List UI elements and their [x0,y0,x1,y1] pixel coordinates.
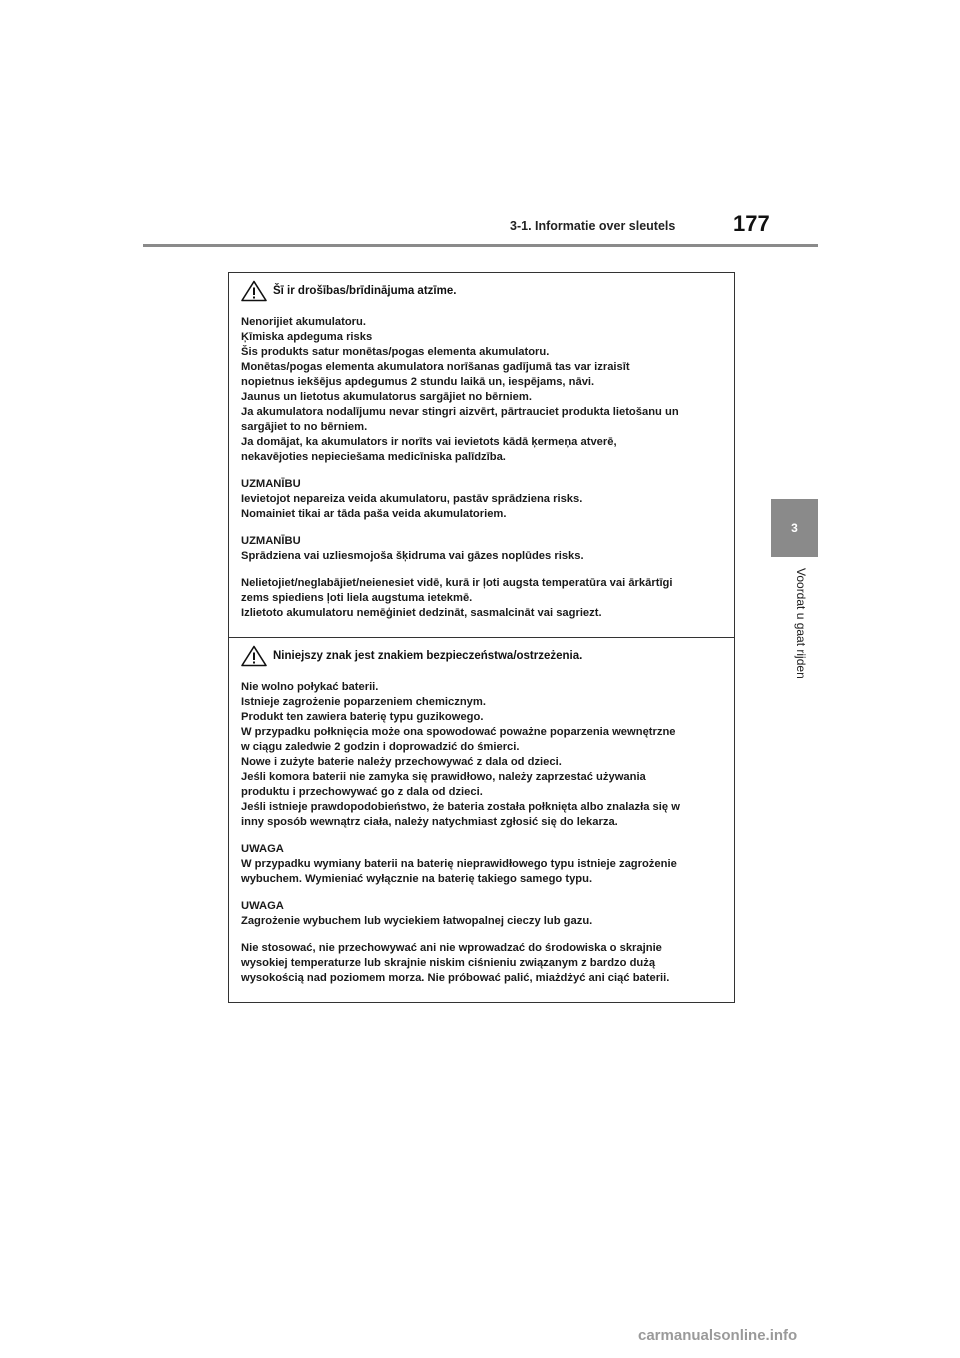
notice-line: Ja akumulatora nodalījumu nevar stingri aizvērt, pārtrauciet produkta lietošanu un [241,406,679,418]
notice-line: wysokiej temperaturze lub skrajnie niskim ciśnieniu związanym z bardzo dużą [241,957,656,969]
notice-line: Nie wolno połykać baterii. [241,681,379,693]
chapter-number: 3 [791,521,798,535]
chapter-label: Voordat u gaat rijden [794,568,808,679]
notice-paragraph [241,576,722,621]
notice-line: Istnieje zagrożenie poparzeniem chemicznym. [241,696,486,708]
notice-paragraph [241,842,722,887]
watermark: carmanualsonline.info [638,1327,798,1344]
notice-line: Ķīmiska apdeguma risks [241,331,373,343]
notice-line: W przypadku wymiany baterii na baterię nieprawidłowego typu istnieje zagrożenie [241,858,677,870]
notice-line: Nowe i zużyte baterie należy przechowywać z dala od dzieci. [241,756,562,768]
notice-line: wysokością nad poziomem morza. Nie próbować palić, miażdżyć ani ciąć baterii. [241,972,670,984]
notice-line: Produkt ten zawiera baterię typu guzikowego. [241,711,484,723]
notice-line: Ja domājat, ka akumulators ir norīts vai ievietots kādā ķermeņa atverē, [241,436,617,448]
notice-heading-text: Šī ir drošības/brīdinājuma atzīme. [273,285,457,297]
notice-paragraph [241,941,722,986]
notice-line: Sprādziena vai uzliesmojoša šķidruma vai gāzes noplūdes risks. [241,550,584,562]
notice-line: Nenorijiet akumulatoru. [241,316,366,328]
notice-heading [241,279,722,303]
notice-line: produktu i przechowywać go z dala od dzieci. [241,786,483,798]
notice-line: Nomainiet tikai ar tāda paša veida akumulatoriem. [241,508,507,520]
notice-line: Zagrożenie wybuchem lub wyciekiem łatwopalnej cieczy lub gazu. [241,915,593,927]
notice-line: Monētas/pogas elementa akumulatora norīšanas gadījumā tas var izraisīt [241,361,630,373]
notice-line: Izlietoto akumulatoru nemēģiniet dedzināt, sasmalcināt vai sagriezt. [241,607,602,619]
chapter-tab [771,499,818,557]
warning-triangle-icon [241,280,267,302]
notice-paragraph [241,680,722,830]
notice-line: nekavējoties nepieciešama medicīniska palīdzība. [241,451,506,463]
notice-line: Jaunus un lietotus akumulatorus sargājiet no bērniem. [241,391,532,403]
notice-line: Šis produkts satur monētas/pogas elementa akumulatoru. [241,346,550,358]
notice-line: W przypadku połknięcia może ona spowodować poważne poparzenia wewnętrzne [241,726,676,738]
header-rule [143,244,818,247]
notice-line: Nelietojiet/neglabājiet/neienesiet vidē, kurā ir ļoti augsta temperatūra vai ārkārtīgi [241,577,673,589]
notice-heading [241,644,722,668]
notice-line: UZMANĪBU [241,535,301,547]
notice-paragraph [241,315,722,465]
notice-line: sargājiet to no bērniem. [241,421,368,433]
notice-paragraph [241,534,722,564]
notice-line: UWAGA [241,900,284,912]
notice-line: nopietnus iekšējus apdegumus 2 stundu laikā un, iespējams, nāvi. [241,376,595,388]
warning-triangle-icon [241,645,267,667]
notice-block [229,273,734,637]
section-title: 3-1. Informatie over sleutels [510,219,676,233]
notice-line: Nie stosować, nie przechowywać ani nie wprowadzać do środowiska o skrajnie [241,942,662,954]
notice-line: Ievietojot nepareiza veida akumulatoru, pastāv sprādziena risks. [241,493,583,505]
notice-line: Jeśli komora baterii nie zamyka się prawidłowo, należy zaprzestać używania [241,771,646,783]
notice-paragraph [241,899,722,929]
notice-line: inny sposób wewnątrz ciała, należy natychmiast zgłosić się do lekarza. [241,816,618,828]
notice-block [229,637,734,1002]
notice-line: w ciągu zaledwie 2 godzin i doprowadzić do śmierci. [241,741,520,753]
notice-line: wybuchem. Wymieniać wyłącznie na baterię takiego samego typu. [241,873,593,885]
notice-line: UWAGA [241,843,284,855]
notice-heading-text: Niniejszy znak jest znakiem bezpieczeństwa/ostrzeżenia. [273,650,583,662]
notice-line: UZMANĪBU [241,478,301,490]
notice-paragraph [241,477,722,522]
notice-line: Jeśli istnieje prawdopodobieństwo, że bateria została połknięta albo znalazła się w [241,801,680,813]
page-number: 177 [733,211,770,236]
warning-notice [228,272,735,1003]
notice-line: zems spiediens ļoti liela augstuma ietekmē. [241,592,473,604]
